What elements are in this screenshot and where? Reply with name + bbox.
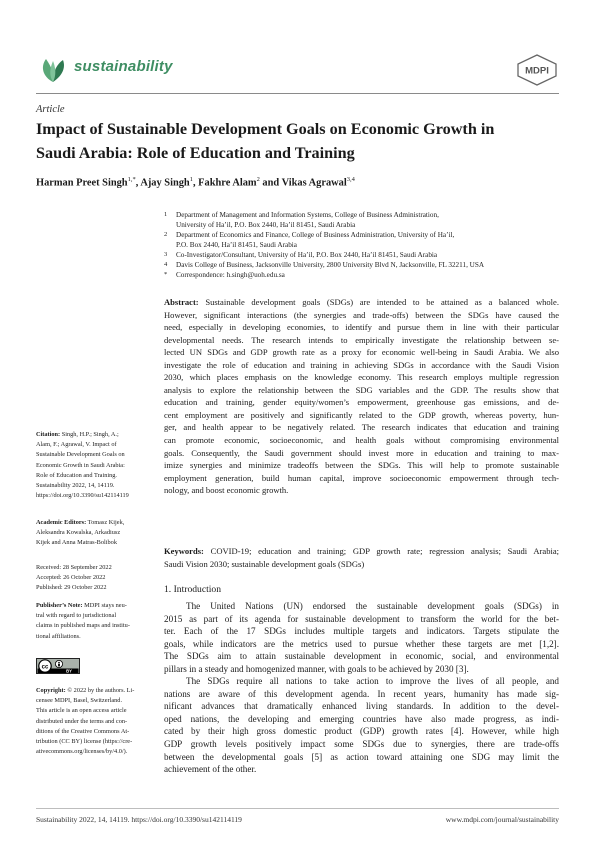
text-line — [164, 421, 559, 434]
affiliations — [164, 210, 559, 280]
sidebar-text: Alam, F.; Agrawal, V. Impact of — [36, 441, 117, 449]
text-line — [164, 472, 559, 485]
line-text: employment generation, build human capital, improve socioeconomic empowerment through tech- — [164, 472, 559, 483]
sidebar-line — [36, 471, 154, 481]
date-line: Published: 29 October 2022 — [36, 584, 107, 592]
keywords — [164, 545, 559, 570]
sidebar-line — [36, 696, 154, 706]
text-line — [164, 309, 559, 322]
sidebar-line — [36, 727, 154, 737]
block-label: Abstract: — [164, 297, 199, 307]
section-heading: 1. Introduction — [164, 584, 222, 595]
text-line — [164, 346, 559, 359]
text-line — [164, 484, 559, 497]
line-text: 2030, which places emphasis on the knowledge economy. This research employs multiple regression — [164, 372, 559, 383]
line-text: lected UN SDGs and GDP growth rate as a proxy for economic well-being in Saudi Arabia. We also — [164, 347, 559, 358]
body-line: GDP growth levels positively impact some SDGs due to synergies, there are trade-offs — [164, 739, 559, 750]
author-separator: and — [259, 177, 282, 189]
sidebar-line — [36, 528, 154, 538]
body-line: achievement of the other. — [164, 764, 257, 775]
body-line: goals, while indicators are the metrics used to pursue whether these targets are met [1,2]. — [164, 638, 559, 649]
sidebar-text: tribution (CC BY) license (https://cre- — [36, 738, 133, 746]
line-text: However, significant interactions (the synergies and trade-offs) between the SDGs have caused the — [164, 309, 559, 320]
text-line — [164, 409, 559, 422]
author-separator: , — [135, 177, 141, 189]
affiliation-mark: 1 — [164, 211, 168, 218]
by-label: BY — [66, 668, 72, 674]
publisher-name: MDPI — [525, 65, 549, 77]
affiliation-text — [176, 210, 559, 230]
sidebar-line — [36, 737, 154, 747]
sidebar-line — [36, 440, 154, 450]
affiliation-line: University of Ha’il, P.O. Box 2440, Ha’il 81451, Saudi Arabia — [176, 221, 356, 229]
affiliation-item — [164, 260, 559, 270]
cc-by-license-icon[interactable] — [36, 658, 80, 674]
sidebar-text: claims in published maps and institu- — [36, 622, 130, 630]
line-text: need, especially in developing economies, to identify and pursue them in line with their particular — [164, 322, 559, 333]
body-line: nations are aware of this development agenda. In recent years, humanity has made sig- — [164, 688, 559, 699]
line-text: nology, and boost economic growth. — [164, 485, 289, 496]
publication-dates — [36, 563, 154, 594]
sidebar-label: Publisher’s Note: — [36, 602, 83, 609]
affiliation-text — [176, 260, 559, 270]
sidebar-text: Sustainability 2022, 14, 14119. — [36, 482, 115, 490]
affiliation-item — [164, 250, 559, 260]
affiliation-item — [164, 230, 559, 250]
copyright-notice — [36, 686, 154, 757]
line-text: goals. Consequently, the Saudi government should invest more in education and training to max- — [164, 447, 559, 458]
introduction-body — [164, 600, 559, 776]
affiliation-mark: 3 — [164, 251, 168, 258]
sidebar-label: Copyright: — [36, 687, 66, 694]
sidebar-text: Role of Education and Training. — [36, 471, 117, 479]
author-affiliation-mark: 2 — [256, 176, 260, 183]
affiliation-line: P.O. Box 2440, Ha’il 81451, Saudi Arabia — [176, 241, 297, 249]
text-line — [164, 334, 559, 347]
sidebar-line — [36, 611, 154, 621]
sidebar-label: Academic Editors: — [36, 519, 87, 526]
text-line — [164, 545, 559, 558]
sidebar-text: MDPI stays neu- — [84, 602, 127, 609]
sidebar-text: distributed under the terms and con- — [36, 717, 128, 725]
text-line — [164, 359, 559, 372]
header-divider — [36, 93, 559, 94]
sidebar-text: ativecommons.org/licenses/by/4.0/). — [36, 748, 128, 756]
sidebar-line — [36, 538, 154, 548]
sidebar-text: censee MDPI, Basel, Switzerland. — [36, 697, 123, 705]
author-affiliation-mark: 1,* — [127, 176, 136, 183]
sidebar-text: Tomasz Kijek, — [87, 519, 125, 526]
line-text: investigate the role of education and training in achieving SDGs in accordance with the Saudi Vision — [164, 359, 559, 370]
affiliation-line: Department of Economics and Finance, College of Business Administration, University of Ha’il, — [176, 231, 455, 239]
body-line: The SDGs aim to attain sustainable development in economic, social, and environmental — [164, 651, 559, 662]
sidebar-line — [36, 518, 154, 528]
line-text: Sustainable development goals (SDGs) are intended to be attained as a balanced whole. — [205, 297, 559, 307]
affiliation-text — [176, 270, 559, 280]
sidebar-line — [36, 491, 154, 501]
sidebar-line — [36, 706, 154, 716]
body-line: pillars in a steady and homogenized manner, with goals to be achieved by 2030 [3]. — [164, 663, 469, 674]
sidebar-line — [36, 461, 154, 471]
sidebar-text: Singh, H.P.; Singh, A.; — [61, 431, 119, 438]
academic-editors — [36, 518, 154, 549]
body-line: cated by their high gross domestic product (GDP) growth rates [4]. However, while high — [164, 726, 559, 737]
affiliation-item — [164, 210, 559, 230]
sidebar-text: This article is an open access article — [36, 707, 127, 715]
footer-citation-text[interactable]: Sustainability 2022, 14, 14119. https://doi.org/10.3390/su142114119 — [36, 815, 242, 824]
footer-journal-url[interactable]: www.mdpi.com/journal/sustainability — [445, 815, 559, 824]
sidebar-line — [36, 747, 154, 757]
body-line: between the developmental goals [5] as action toward attaining one SDG may limit the — [164, 751, 559, 762]
sidebar-text: Economic Growth in Saudi Arabia: — [36, 461, 125, 469]
text-line — [164, 447, 559, 460]
sidebar-line — [36, 481, 154, 491]
affiliation-mark: 2 — [164, 231, 168, 238]
sidebar-line — [36, 717, 154, 727]
abstract — [164, 296, 559, 497]
text-line — [164, 434, 559, 447]
affiliation-line: Co-Investigator/Consultant, University of Ha’il, P.O. Box 2440, Ha’il 81451, Saudi Arabia — [176, 251, 438, 259]
author-list — [36, 176, 355, 188]
sidebar-text: ditions of the Creative Commons At- — [36, 727, 130, 735]
line-text: cent employment are positively and significantly related to the GDP growth, whereas poverty, hun- — [164, 409, 559, 420]
affiliation-mark: * — [164, 271, 168, 278]
sidebar-text: Sustainable Development Goals on — [36, 451, 125, 459]
body-line: The SDGs require all nations to take action to improve the lives of all people, and — [186, 676, 559, 687]
article-type: Article — [36, 104, 65, 115]
text-line — [164, 371, 559, 384]
author-name: Vikas Agrawal — [281, 177, 347, 189]
author-name: Harman Preet Singh — [36, 177, 128, 189]
affiliation-text — [176, 250, 559, 260]
affiliation-line: Department of Management and Information Systems, College of Business Administration, — [176, 211, 439, 219]
sidebar-line — [36, 601, 154, 611]
date-line: Accepted: 26 October 2022 — [36, 574, 106, 582]
footer-citation — [36, 815, 242, 824]
journal-name: sustainability — [74, 58, 173, 75]
affiliation-mark: 4 — [164, 261, 168, 268]
citation-block — [36, 430, 154, 501]
affiliation-line: Correspondence: h.singh@uoh.edu.sa — [176, 271, 285, 279]
sidebar-line — [36, 450, 154, 460]
publisher-note — [36, 601, 154, 642]
author-affiliation-mark: 3,4 — [346, 176, 355, 183]
mdpi-logo-icon — [516, 54, 558, 86]
text-line — [164, 396, 559, 409]
line-text: can promote economic, socioeconomic, and health goals without compromising environmental — [164, 435, 559, 446]
sustainability-logo-icon — [36, 55, 70, 85]
author-separator: , — [192, 177, 199, 189]
line-text: imize synergies and minimize tradeoffs between the SDGs. This will help to promote sustainable — [164, 460, 559, 471]
block-label: Keywords: — [164, 546, 204, 556]
sidebar-text: Kijek and Anna Matras-Bolibok — [36, 539, 117, 547]
sidebar-line — [36, 621, 154, 631]
author-name: Fakhre Alam — [198, 177, 257, 189]
author-name: Ajay Singh — [140, 177, 190, 189]
text-line — [164, 321, 559, 334]
text-line — [164, 296, 559, 309]
line-text: ger, and health appear to be negatively related. The research indicates that education and training — [164, 422, 559, 433]
text-line — [164, 558, 559, 571]
line-text: COVID-19; education and training; GDP growth rate; regression analysis; Saudi Arabia; — [210, 546, 560, 556]
footer-divider — [36, 808, 559, 809]
line-text: education and training, gender equity/women’s empowerment, greenhouse gas emissions, and de- — [164, 397, 559, 408]
cc-label: cc — [41, 664, 49, 671]
sidebar-line — [36, 430, 154, 440]
author-affiliation-mark: 1 — [189, 176, 193, 183]
article-title: Impact of Sustainable Development Goals on Economic Growth in Saudi Arabia: Role of Education and Training — [36, 120, 495, 162]
sidebar-line — [36, 632, 154, 642]
sidebar-text: © 2022 by the authors. Li- — [67, 687, 135, 694]
affiliation-text — [176, 230, 559, 250]
sidebar-text: Aleksandra Kowalska, Arkadiusz — [36, 529, 121, 537]
sidebar-text: tral with regard to jurisdictional — [36, 612, 117, 620]
body-line: oped nations, the developing and emerging countries have also made progress, as indi- — [164, 713, 559, 724]
sidebar-label: Citation: — [36, 431, 61, 438]
text-line — [164, 459, 559, 472]
text-line — [164, 384, 559, 397]
body-line: ter. Each of the 17 SDGs includes multiple targets and indicators. Targets stipulate the — [164, 626, 559, 637]
body-line: nificant advances that dramatically enhanced living standards. In addition to the devel- — [164, 701, 559, 712]
body-line: 2015 as part of its agenda for sustainable development to transform the world for the bet- — [164, 613, 559, 624]
line-text: Saudi Vision 2030; sustainable development goals (SDGs) — [164, 558, 365, 569]
sidebar-text: https://doi.org/10.3390/su142114119 — [36, 492, 129, 500]
sidebar-text: tional affiliations. — [36, 632, 81, 640]
sidebar-line — [36, 686, 154, 696]
date-line: Received: 28 September 2022 — [36, 564, 112, 571]
affiliation-item — [164, 270, 559, 280]
line-text: developmental needs. The research intends to empirically investigate the relationship between se- — [164, 334, 559, 345]
line-text: analysis to explore the relationship between the SDG variables and the GDP. The results show that — [164, 384, 559, 395]
body-line: The United Nations (UN) endorsed the sustainable development goals (SDGs) in — [186, 601, 559, 611]
affiliation-line: Davis College of Business, Jacksonville University, 2800 University Blvd N, Jacksonville, FL 32211, USA — [176, 261, 485, 269]
